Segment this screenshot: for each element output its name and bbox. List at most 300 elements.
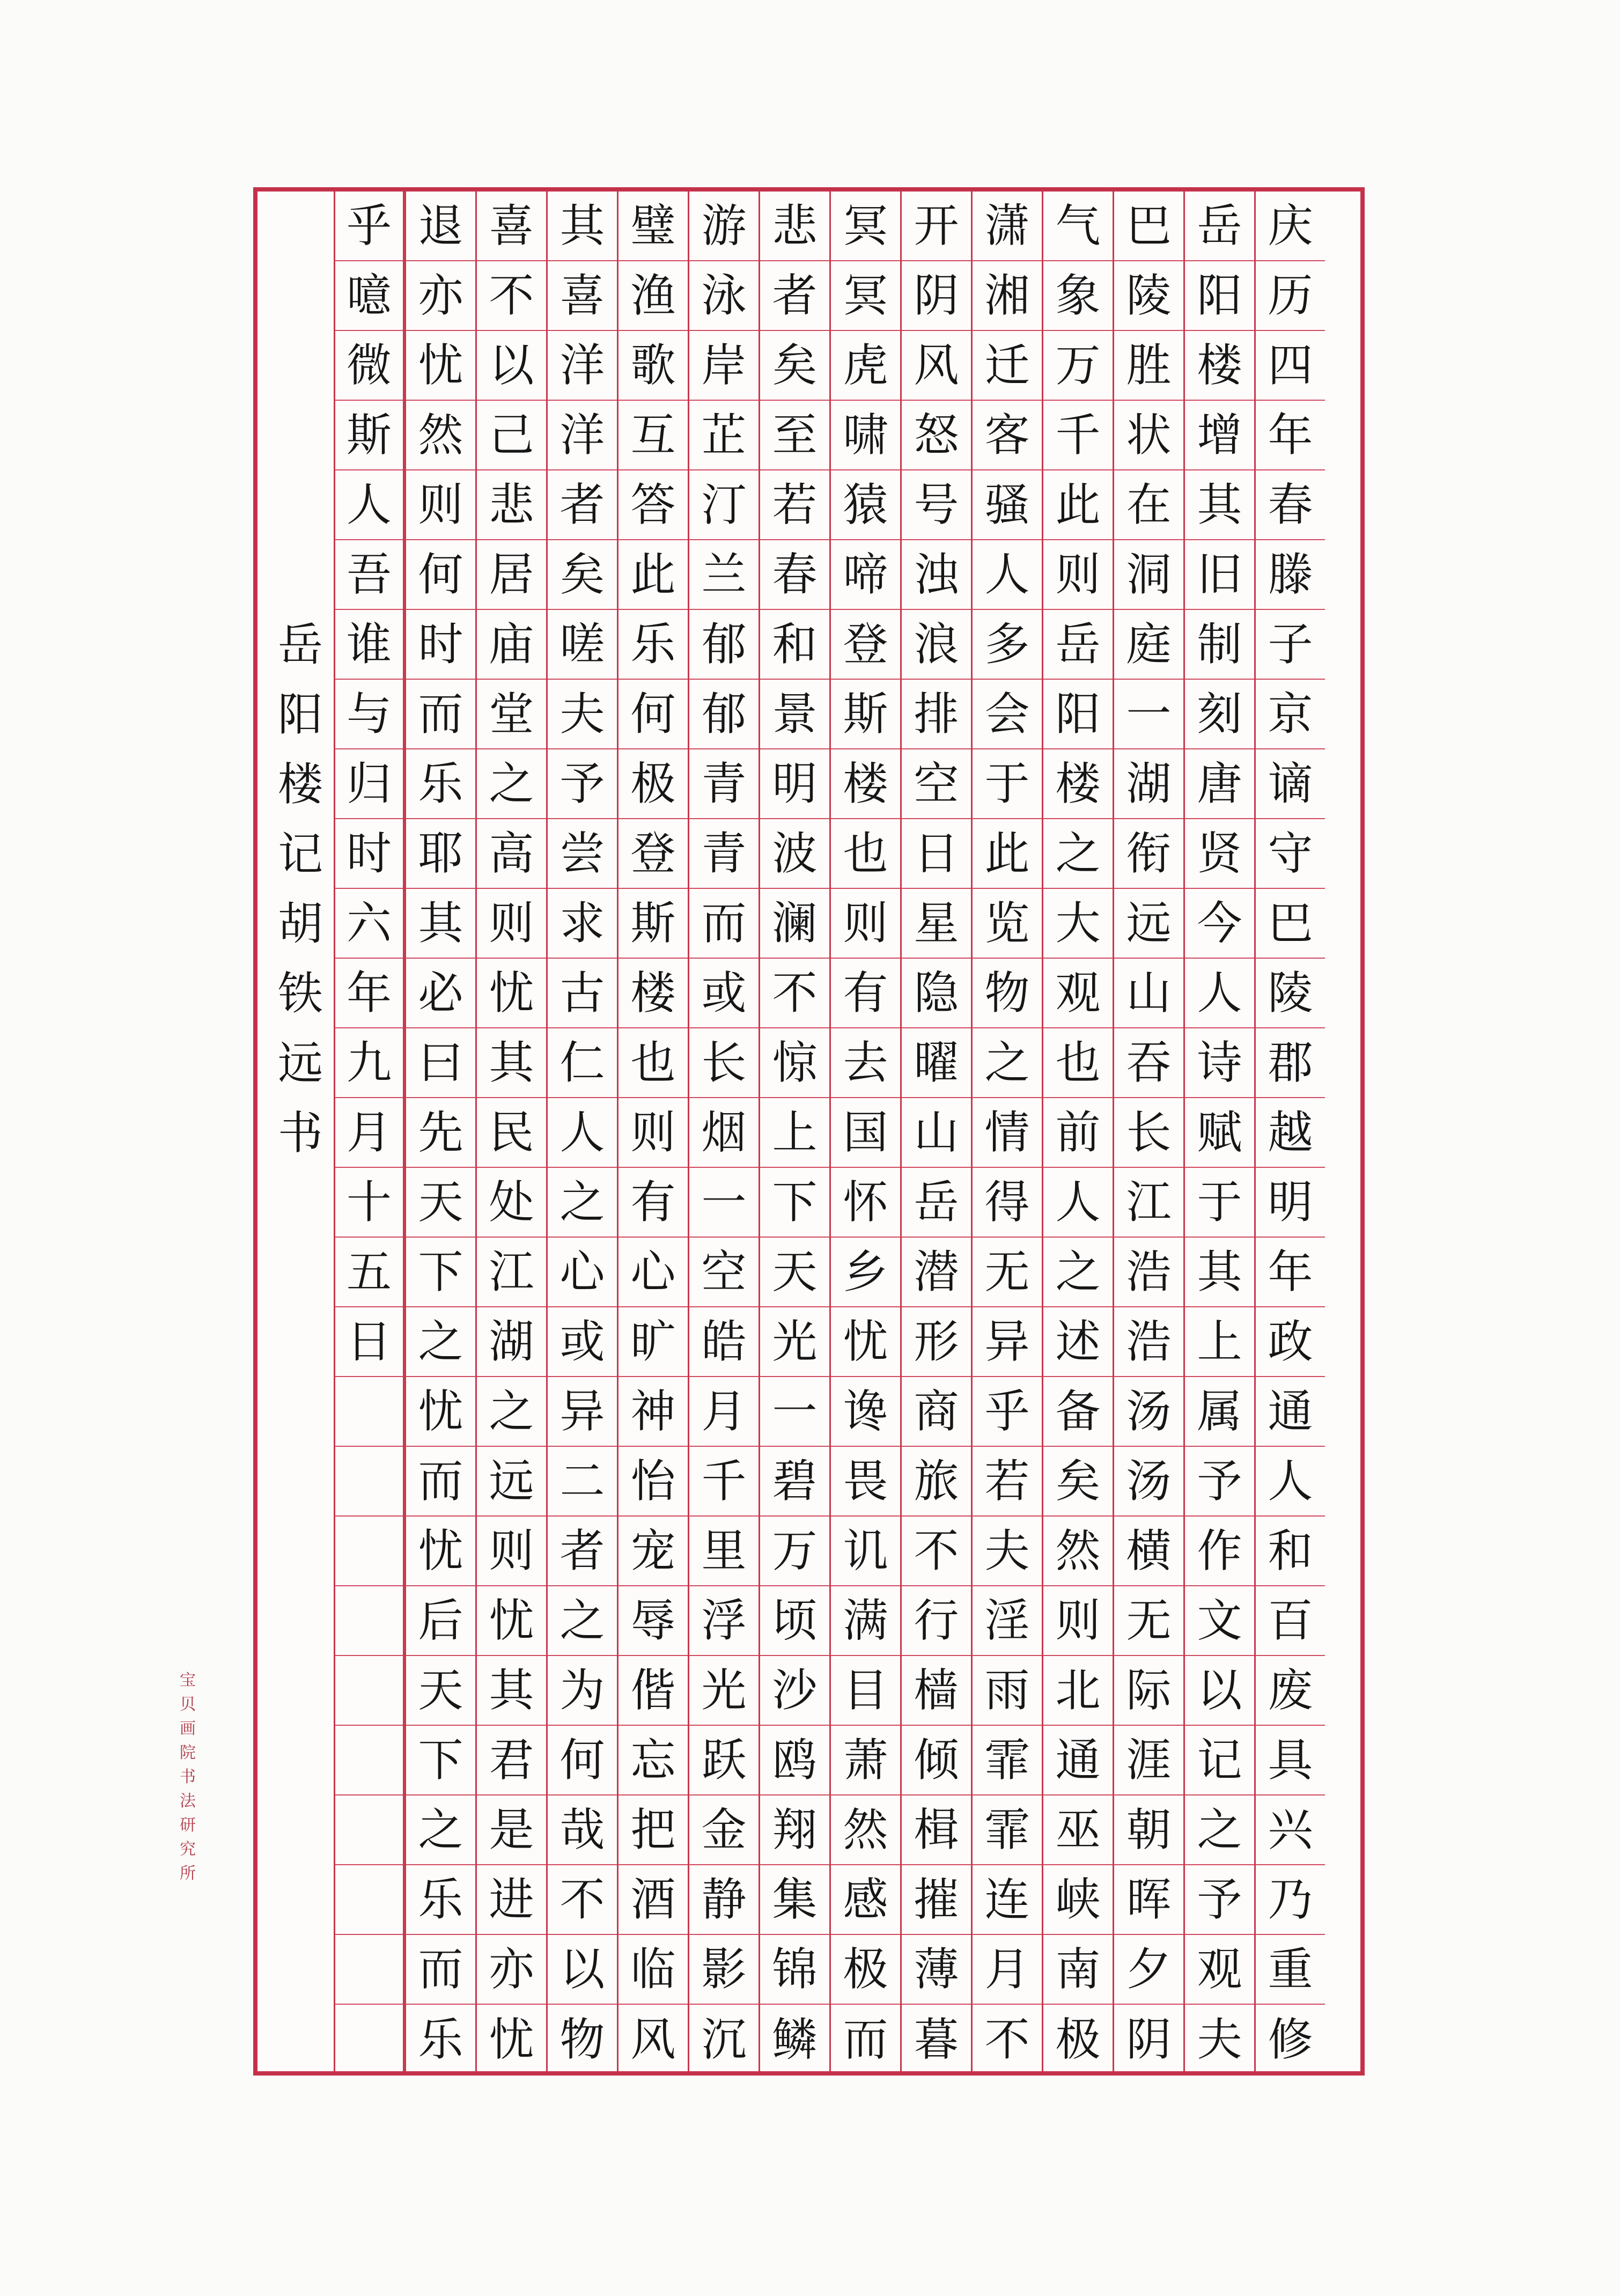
character-cell: 后 [406, 1586, 475, 1656]
character-cell: 长 [1114, 1098, 1183, 1168]
character-cell: 开 [902, 192, 971, 261]
character-cell: 悲 [477, 470, 546, 540]
character-cell: 锦 [760, 1935, 829, 2005]
character-cell: 岸 [689, 331, 759, 401]
character-cell: 制 [1185, 610, 1254, 680]
character-cell: 无 [973, 1238, 1042, 1307]
character-cell: 千 [1043, 401, 1113, 470]
character-cell: 山 [902, 1098, 971, 1168]
character-cell: 不 [902, 1517, 971, 1586]
character-cell: 乐 [618, 610, 688, 680]
character-cell: 沉 [701, 2013, 747, 2066]
character-cell: 阳 [1043, 680, 1113, 749]
character-cell: 啸 [831, 401, 900, 470]
character-cell: 光 [689, 1656, 759, 1726]
character-cell: 曰 [406, 1028, 475, 1098]
character-cell: 人 [973, 540, 1042, 610]
character-cell: 天 [406, 1656, 475, 1726]
character-cell: 居 [477, 540, 546, 610]
character-cell: 而 [689, 889, 759, 959]
character-cell: 洞 [1114, 540, 1183, 610]
character-cell: 观 [1043, 959, 1113, 1028]
character-cell: 碧 [760, 1447, 829, 1517]
character-cell: 唐 [1185, 749, 1254, 819]
character-cell: 兰 [689, 540, 759, 610]
character-cell: 通 [1256, 1377, 1325, 1447]
character-cell: 忧 [831, 1307, 900, 1377]
character-cell: 忧 [406, 331, 475, 401]
text-column [688, 192, 759, 2071]
character-cell: 或 [689, 959, 759, 1028]
character-cell: 今 [1185, 889, 1254, 959]
character-cell: 满 [831, 1586, 900, 1656]
character-grid [334, 192, 1360, 2071]
character-cell: 前 [1043, 1098, 1113, 1168]
character-cell: 浩 [1114, 1238, 1183, 1307]
character-cell: 顷 [760, 1586, 829, 1656]
character-cell: 之 [548, 1168, 617, 1238]
character-cell: 十 [335, 1168, 403, 1238]
character-cell: 际 [1114, 1656, 1183, 1726]
character-cell: 景 [760, 680, 829, 749]
character-cell: 状 [1114, 401, 1183, 470]
character-cell: 空 [902, 749, 971, 819]
character-cell: 者 [548, 1517, 617, 1586]
character-cell: 何 [406, 540, 475, 610]
character-cell: 而 [406, 1447, 475, 1517]
character-cell: 夫 [1197, 2013, 1242, 2066]
character-cell: 然 [831, 1795, 900, 1865]
character-cell: 属 [1185, 1377, 1254, 1447]
character-cell [335, 1656, 403, 1726]
character-cell: 然 [406, 401, 475, 470]
character-cell: 大 [1043, 889, 1113, 959]
character-cell: 情 [973, 1098, 1042, 1168]
character-cell: 诗 [1185, 1028, 1254, 1098]
character-cell: 一 [689, 1168, 759, 1238]
character-cell: 政 [1256, 1307, 1325, 1377]
character-cell: 横 [1114, 1517, 1183, 1586]
character-cell: 处 [477, 1168, 546, 1238]
character-cell [335, 1795, 403, 1865]
character-cell: 古 [548, 959, 617, 1028]
character-cell: 郁 [689, 610, 759, 680]
character-cell: 时 [335, 819, 403, 889]
character-cell: 而 [406, 1935, 475, 2005]
character-cell: 夕 [1114, 1935, 1183, 2005]
character-cell: 楫 [902, 1795, 971, 1865]
character-cell: 金 [689, 1795, 759, 1865]
character-cell: 霏 [973, 1795, 1042, 1865]
character-cell: 君 [477, 1726, 546, 1795]
character-cell: 噫 [335, 261, 403, 331]
character-cell: 何 [618, 680, 688, 749]
character-cell: 排 [902, 680, 971, 749]
character-cell [335, 1377, 403, 1447]
character-cell: 其 [406, 889, 475, 959]
character-cell: 江 [477, 1238, 546, 1307]
character-cell: 下 [406, 1726, 475, 1795]
character-cell: 或 [548, 1307, 617, 1377]
character-cell: 乐 [406, 749, 475, 819]
signature-character: 书 [277, 1107, 323, 1159]
text-column [617, 192, 688, 2071]
character-cell: 不 [984, 2013, 1030, 2066]
character-cell: 胜 [1114, 331, 1183, 401]
character-cell: 晖 [1114, 1865, 1183, 1935]
character-cell: 上 [760, 1098, 829, 1168]
character-cell: 目 [831, 1656, 900, 1726]
character-cell: 怀 [831, 1168, 900, 1238]
character-cell [335, 1935, 403, 2005]
character-cell: 星 [902, 889, 971, 959]
character-cell: 得 [973, 1168, 1042, 1238]
character-cell: 北 [1043, 1656, 1113, 1726]
seal-character: 宝 [180, 1671, 196, 1690]
character-cell: 九 [335, 1028, 403, 1098]
character-cell: 和 [1256, 1517, 1325, 1586]
character-cell: 陵 [1256, 959, 1325, 1028]
character-cell: 忧 [477, 1586, 546, 1656]
character-cell: 谪 [1256, 749, 1325, 819]
character-cell: 有 [831, 959, 900, 1028]
character-cell: 把 [618, 1795, 688, 1865]
character-cell: 辱 [618, 1586, 688, 1656]
character-cell: 青 [689, 819, 759, 889]
character-cell: 乎 [973, 1377, 1042, 1447]
seal-character: 画 [180, 1719, 196, 1738]
character-cell: 峡 [1043, 1865, 1113, 1935]
seal-character: 院 [180, 1743, 196, 1762]
character-cell: 其 [477, 1028, 546, 1098]
character-cell: 心 [618, 1238, 688, 1307]
character-cell: 微 [335, 331, 403, 401]
character-cell: 增 [1185, 401, 1254, 470]
text-column [1183, 192, 1254, 2071]
character-cell: 是 [477, 1795, 546, 1865]
character-cell: 会 [973, 680, 1042, 749]
character-cell: 澜 [760, 889, 829, 959]
character-cell: 冥 [831, 261, 900, 331]
character-cell: 谁 [335, 610, 403, 680]
character-cell: 潇 [973, 192, 1042, 261]
character-cell: 则 [477, 1517, 546, 1586]
character-cell: 陵 [1114, 261, 1183, 331]
character-cell: 惊 [760, 1028, 829, 1098]
character-cell: 淫 [973, 1586, 1042, 1656]
character-cell: 亦 [406, 261, 475, 331]
character-cell: 连 [973, 1865, 1042, 1935]
character-cell: 下 [406, 1238, 475, 1307]
character-cell: 京 [1256, 680, 1325, 749]
character-cell: 尝 [548, 819, 617, 889]
character-cell: 汤 [1114, 1447, 1183, 1517]
text-column [546, 192, 617, 2071]
character-cell: 此 [1043, 470, 1113, 540]
character-cell: 骚 [973, 470, 1042, 540]
character-cell: 迁 [973, 331, 1042, 401]
character-cell: 悲 [760, 192, 829, 261]
character-cell [335, 1726, 403, 1795]
seal-character: 法 [180, 1791, 196, 1811]
character-cell: 楼 [1043, 749, 1113, 819]
character-cell: 矣 [760, 331, 829, 401]
character-cell: 年 [1256, 1238, 1325, 1307]
character-cell: 月 [335, 1098, 403, 1168]
character-cell: 己 [477, 401, 546, 470]
character-cell: 亦 [477, 1935, 546, 2005]
character-cell: 商 [902, 1377, 971, 1447]
character-cell: 浮 [689, 1586, 759, 1656]
character-cell: 南 [1043, 1935, 1113, 2005]
character-cell: 讥 [831, 1517, 900, 1586]
character-cell: 极 [618, 749, 688, 819]
character-cell: 耶 [406, 819, 475, 889]
character-cell: 忘 [618, 1726, 688, 1795]
character-cell: 然 [1043, 1517, 1113, 1586]
character-cell: 旷 [618, 1307, 688, 1377]
character-cell [335, 1586, 403, 1656]
character-cell: 答 [618, 470, 688, 540]
text-column [1042, 192, 1113, 2071]
character-cell: 客 [973, 401, 1042, 470]
seal-character: 所 [180, 1864, 196, 1883]
character-cell: 月 [973, 1935, 1042, 2005]
character-cell: 乡 [831, 1238, 900, 1307]
character-cell: 汤 [1114, 1377, 1183, 1447]
character-cell: 庙 [477, 610, 546, 680]
character-cell: 薄 [902, 1935, 971, 2005]
character-cell: 雨 [973, 1656, 1042, 1726]
character-cell: 人 [1256, 1447, 1325, 1517]
character-cell: 登 [831, 610, 900, 680]
character-cell: 明 [760, 749, 829, 819]
character-cell: 贤 [1185, 819, 1254, 889]
character-cell: 之 [406, 1307, 475, 1377]
character-cell: 必 [406, 959, 475, 1028]
character-cell: 青 [689, 749, 759, 819]
character-cell: 阳 [1185, 261, 1254, 331]
character-cell: 与 [335, 680, 403, 749]
character-cell: 以 [1185, 1656, 1254, 1726]
character-cell: 风 [902, 331, 971, 401]
signature-character: 远 [277, 1037, 323, 1090]
character-cell: 泳 [689, 261, 759, 331]
signature-column [268, 610, 333, 1168]
character-cell: 而 [406, 680, 475, 749]
character-cell: 气 [1043, 192, 1113, 261]
signature-character: 铁 [277, 967, 323, 1020]
text-column [475, 192, 546, 2071]
character-cell: 之 [406, 1795, 475, 1865]
character-cell: 倾 [902, 1726, 971, 1795]
character-cell: 有 [618, 1168, 688, 1238]
character-cell: 阴 [1126, 2013, 1172, 2066]
character-cell: 楼 [831, 749, 900, 819]
character-cell: 其 [1185, 1238, 1254, 1307]
character-cell: 忧 [406, 1377, 475, 1447]
character-cell: 于 [1185, 1168, 1254, 1238]
character-cell: 烟 [689, 1098, 759, 1168]
character-cell: 乎 [335, 192, 403, 261]
signature-character: 阳 [277, 688, 323, 741]
character-cell: 空 [689, 1238, 759, 1307]
character-cell: 长 [689, 1028, 759, 1098]
character-cell: 至 [760, 401, 829, 470]
character-cell: 宠 [618, 1517, 688, 1586]
character-cell: 仁 [548, 1028, 617, 1098]
character-cell: 记 [1185, 1726, 1254, 1795]
signature-character: 岳 [277, 619, 323, 671]
character-cell: 岳 [1185, 192, 1254, 261]
character-cell: 也 [618, 1028, 688, 1098]
text-column [334, 192, 404, 2071]
character-cell: 一 [760, 1377, 829, 1447]
character-cell: 具 [1256, 1726, 1325, 1795]
character-cell: 渔 [618, 261, 688, 331]
character-cell: 则 [831, 889, 900, 959]
character-cell: 乐 [418, 2013, 463, 2066]
character-cell: 极 [831, 1935, 900, 2005]
character-cell: 岳 [902, 1168, 971, 1238]
character-cell: 巴 [1114, 192, 1183, 261]
character-cell: 之 [1043, 1238, 1113, 1307]
character-cell: 和 [760, 610, 829, 680]
character-cell: 人 [1185, 959, 1254, 1028]
character-cell: 湖 [1114, 749, 1183, 819]
character-cell: 潜 [902, 1238, 971, 1307]
character-cell: 衔 [1114, 819, 1183, 889]
character-cell: 无 [1114, 1586, 1183, 1656]
character-cell: 鳞 [772, 2013, 818, 2066]
character-cell: 也 [831, 819, 900, 889]
character-cell: 求 [548, 889, 617, 959]
character-cell: 天 [406, 1168, 475, 1238]
character-cell: 以 [477, 331, 546, 401]
signature-character: 胡 [277, 897, 323, 950]
text-column [829, 192, 900, 2071]
character-cell: 浊 [902, 540, 971, 610]
character-cell: 光 [760, 1307, 829, 1377]
character-cell: 阴 [902, 261, 971, 331]
character-cell: 予 [1185, 1447, 1254, 1517]
character-cell: 人 [335, 470, 403, 540]
character-cell: 日 [335, 1307, 403, 1377]
character-cell: 旧 [1185, 540, 1254, 610]
character-cell: 二 [548, 1447, 617, 1517]
character-cell: 不 [760, 959, 829, 1028]
character-cell: 隐 [902, 959, 971, 1028]
character-cell: 通 [1043, 1726, 1113, 1795]
character-cell: 之 [1043, 819, 1113, 889]
character-cell: 啼 [831, 540, 900, 610]
character-cell: 喜 [477, 192, 546, 261]
character-cell: 忧 [489, 2013, 534, 2066]
character-cell: 备 [1043, 1377, 1113, 1447]
character-cell: 滕 [1256, 540, 1325, 610]
character-cell: 吞 [1114, 1028, 1183, 1098]
character-cell: 越 [1256, 1098, 1325, 1168]
character-cell: 忧 [406, 1517, 475, 1586]
character-cell: 国 [831, 1098, 900, 1168]
character-cell: 朝 [1114, 1795, 1183, 1865]
character-cell: 斯 [335, 401, 403, 470]
character-cell: 春 [1256, 470, 1325, 540]
character-cell: 沙 [760, 1656, 829, 1726]
character-cell: 之 [973, 1028, 1042, 1098]
character-cell: 春 [760, 540, 829, 610]
character-cell: 集 [760, 1865, 829, 1935]
character-cell: 年 [335, 959, 403, 1028]
character-cell: 旅 [902, 1447, 971, 1517]
character-cell: 以 [548, 1935, 617, 2005]
character-cell: 霏 [973, 1726, 1042, 1795]
character-cell: 此 [618, 540, 688, 610]
character-cell: 若 [973, 1447, 1042, 1517]
character-cell: 一 [1114, 680, 1183, 749]
character-cell: 修 [1268, 2013, 1313, 2066]
character-cell: 兴 [1256, 1795, 1325, 1865]
character-cell: 予 [1185, 1865, 1254, 1935]
character-cell: 刻 [1185, 680, 1254, 749]
character-cell: 浩 [1114, 1307, 1183, 1377]
character-cell: 归 [335, 749, 403, 819]
character-cell: 赋 [1185, 1098, 1254, 1168]
character-cell: 互 [618, 401, 688, 470]
character-cell: 摧 [902, 1865, 971, 1935]
character-cell: 山 [1114, 959, 1183, 1028]
character-cell: 猿 [831, 470, 900, 540]
character-cell: 乃 [1256, 1865, 1325, 1935]
character-cell: 则 [618, 1098, 688, 1168]
character-cell: 嗟 [548, 610, 617, 680]
character-cell: 郁 [689, 680, 759, 749]
character-cell: 之 [477, 749, 546, 819]
character-cell: 月 [689, 1377, 759, 1447]
character-cell: 江 [1114, 1168, 1183, 1238]
character-cell: 万 [760, 1517, 829, 1586]
signature-character: 楼 [277, 758, 323, 811]
text-column [1254, 192, 1325, 2071]
character-cell: 则 [1043, 540, 1113, 610]
character-cell: 偕 [618, 1656, 688, 1726]
character-cell: 天 [760, 1238, 829, 1307]
character-cell: 乐 [406, 1865, 475, 1935]
seal-character: 贝 [180, 1695, 196, 1714]
character-cell: 六 [335, 889, 403, 959]
character-cell: 堂 [477, 680, 546, 749]
character-cell: 之 [477, 1377, 546, 1447]
character-cell: 日 [902, 819, 971, 889]
character-cell: 在 [1114, 470, 1183, 540]
character-cell: 静 [689, 1865, 759, 1935]
character-cell: 时 [406, 610, 475, 680]
character-cell: 岳 [1043, 610, 1113, 680]
text-column [900, 192, 971, 2071]
character-cell: 汀 [689, 470, 759, 540]
character-cell: 为 [548, 1656, 617, 1726]
character-cell: 萧 [831, 1726, 900, 1795]
character-cell: 高 [477, 819, 546, 889]
character-cell: 斯 [618, 889, 688, 959]
character-cell: 酒 [618, 1865, 688, 1935]
character-cell: 冥 [831, 192, 900, 261]
character-cell: 巫 [1043, 1795, 1113, 1865]
character-cell: 废 [1256, 1656, 1325, 1726]
character-cell: 下 [760, 1168, 829, 1238]
character-cell: 夫 [548, 680, 617, 749]
text-column [404, 192, 475, 2071]
